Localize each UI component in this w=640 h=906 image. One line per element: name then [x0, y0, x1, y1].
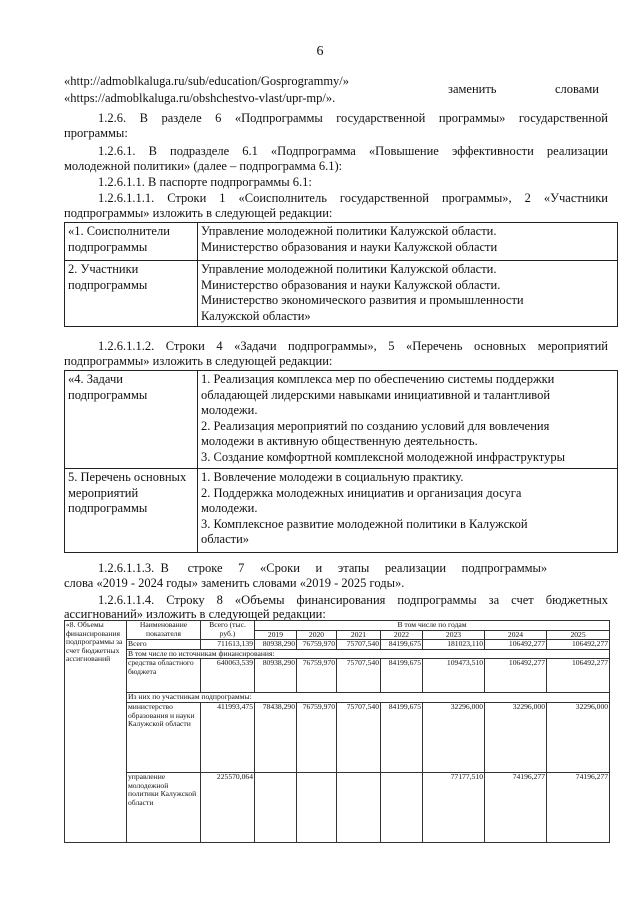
table-cell-label: 5. Перечень основных мероприятий подпрограммы: [65, 469, 198, 553]
table-row: [65, 702, 610, 772]
year-header: 2025: [547, 630, 610, 640]
table-cell-label: 2. Участники подпрограммы: [65, 261, 198, 327]
year-header: 2022: [381, 630, 423, 640]
header-total: Всего (тыс. руб.): [201, 621, 255, 640]
p1261-line2: молодежной политики» (далее – подпрограмма 6.1):: [64, 159, 343, 173]
cell-value: 106492,277: [485, 640, 547, 650]
cell-value: 75707,540: [337, 659, 381, 693]
cell-value: 106492,277: [547, 640, 610, 650]
line1-right: словами: [555, 82, 599, 96]
cell-value: [337, 772, 381, 842]
tasks-table: [64, 370, 618, 553]
cell-value: 77177,510: [423, 772, 485, 842]
cell-value: 75707,540: [337, 640, 381, 650]
cell-value: 84199,675: [381, 659, 423, 693]
cell-value: 106492,277: [485, 659, 547, 693]
cell-value: 80938,290: [255, 659, 297, 693]
header-years: В том числе по годам: [255, 621, 610, 631]
cell-value: 711613,139: [201, 640, 255, 650]
table-cell-value: Управление молодежной политики Калужской области. Министерство образования и науки Калужской области. Министерство экономического развития и промышленности Калужской области»: [198, 261, 618, 327]
table-row: [65, 371, 618, 469]
p126-line2: программы:: [64, 126, 128, 140]
row-label-total: Всего: [127, 640, 201, 650]
table-row: [65, 772, 610, 842]
p126114-line1: 1.2.6.1.1.4. Строку 8 «Объемы финансирования подпрограммы за счет бюджетных: [98, 593, 608, 607]
cell-value: 76759,970: [297, 702, 337, 772]
cell-value: 32296,000: [423, 702, 485, 772]
year-header: 2019: [255, 630, 297, 640]
cell-value: 74196,277: [485, 772, 547, 842]
year-header: 2023: [423, 630, 485, 640]
cell-value: 76759,970: [297, 640, 337, 650]
source-header: В том числе по источникам финансирования:: [127, 649, 610, 659]
table-row: [65, 223, 618, 261]
cell-value: 75707,540: [337, 702, 381, 772]
line1-left: «http://admoblkaluga.ru/sub/education/Gosprogrammy/»: [64, 74, 350, 88]
cell-value: [381, 772, 423, 842]
cell-value: [255, 772, 297, 842]
table-cell-value: 1. Вовлечение молодежи в социальную практику. 2. Поддержка молодежных инициатив и организация досуга молодежи. 3. Комплексное развитие молодежной политики в Калужской области»: [198, 469, 618, 553]
row-label-uprav: управление молодежной политики Калужской области: [127, 772, 201, 842]
p126112-line1: 1.2.6.1.1.2. Строки 4 «Задачи подпрограммы», 5 «Перечень основных мероприятий: [98, 339, 608, 353]
table-cell-value: 1. Реализация комплекса мер по обеспечению системы поддержки обладающей лидерскими навыками инициативной и талантливой молодежи. 2. Реализация мероприятий по созданию условий для вовлечения молодежи в активную общественную деятельность. 3. Создание комфортной комплексной молодежной инфраструктуры: [198, 371, 618, 469]
participants-table: [64, 222, 618, 327]
financing-table: [64, 620, 610, 843]
line2: «https://admoblkaluga.ru/obshchestvo-vlast/upr-mp/».: [64, 91, 336, 105]
cell-value: 32296,000: [485, 702, 547, 772]
year-header: 2021: [337, 630, 381, 640]
table-row: [65, 621, 610, 631]
page-number: 6: [316, 44, 324, 59]
p126111-line2: подпрограммы» изложить в следующей редакции:: [64, 206, 333, 220]
cell-value: 76759,970: [297, 659, 337, 693]
cell-value: 181023,110: [423, 640, 485, 650]
table-row: [65, 640, 610, 650]
cell-value: 84199,675: [381, 640, 423, 650]
cell-value: 640063,539: [201, 659, 255, 693]
p126113-line1: 1.2.6.1.1.3. В строке 7 «Сроки и этапы реализации подпрограммы»: [98, 561, 548, 575]
cell-value: 74196,277: [547, 772, 610, 842]
cell-value: 411993,475: [201, 702, 255, 772]
cell-value: 84199,675: [381, 702, 423, 772]
p126111-line1: 1.2.6.1.1.1. Строки 1 «Соисполнитель государственной программы», 2 «Участники: [98, 191, 608, 205]
header-name: Наименование показателя: [127, 621, 201, 640]
table-row: [65, 261, 618, 327]
cell-value: [297, 772, 337, 842]
cell-value: 106492,277: [547, 659, 610, 693]
financing-row-label: «8. Объемы финансирования подпрограммы за счет бюджетных ассигнований: [65, 621, 127, 843]
table-row: [65, 469, 618, 553]
table-cell-label: «1. Соисполнители подпрограммы: [65, 223, 198, 261]
participants-header: Из них по участникам подпрограммы:: [127, 693, 610, 703]
cell-value: 109473,510: [423, 659, 485, 693]
row-label-budget: средства областного бюджета: [127, 659, 201, 693]
p1261-line1: 1.2.6.1. В подразделе 6.1 «Подпрограмма «Повышение эффективности реализации: [98, 144, 608, 158]
row-label-ministry: министерство образования и науки Калужской области: [127, 702, 201, 772]
cell-value: 225570,064: [201, 772, 255, 842]
p126112-line2: подпрограммы» изложить в следующей редакции:: [64, 354, 333, 368]
cell-value: 80938,290: [255, 640, 297, 650]
p12611: 1.2.6.1.1. В паспорте подпрограммы 6.1:: [98, 175, 312, 189]
line1-mid: заменить: [448, 82, 497, 96]
cell-value: 32296,000: [547, 702, 610, 772]
table-row: [65, 659, 610, 693]
p126114-line2: ассигнований» изложить в следующей редакции:: [64, 607, 326, 621]
table-cell-label: «4. Задачи подпрограммы: [65, 371, 198, 469]
year-header: 2020: [297, 630, 337, 640]
cell-value: 78438,290: [255, 702, 297, 772]
p126113-line2: слова «2019 - 2024 годы» заменить словами «2019 - 2025 годы».: [64, 576, 405, 590]
p126-line1: 1.2.6. В разделе 6 «Подпрограммы государственной программы» государственной: [98, 111, 608, 125]
year-header: 2024: [485, 630, 547, 640]
table-cell-value: Управление молодежной политики Калужской области. Министерство образования и науки Калужской области: [198, 223, 618, 261]
